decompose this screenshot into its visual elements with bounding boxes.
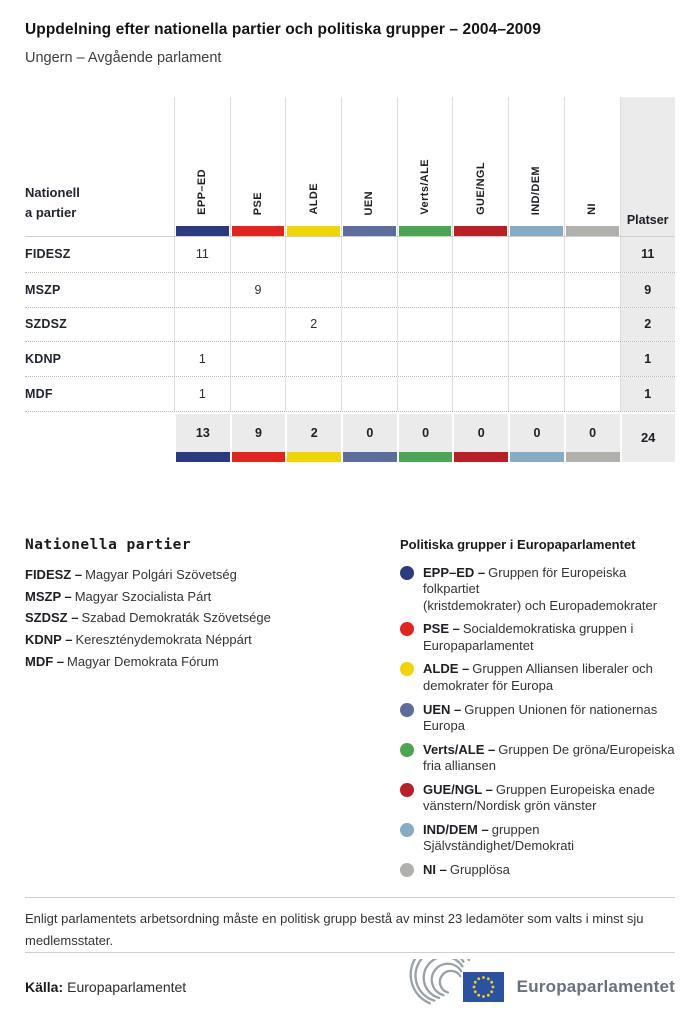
group-description: UEN – Gruppen Unionen för nationernas Europa bbox=[423, 701, 658, 733]
group-key: UEN – bbox=[423, 701, 462, 717]
table-row-fidesz bbox=[25, 237, 675, 272]
table-row-szdsz bbox=[25, 307, 675, 342]
party-key: SZDSZ – bbox=[25, 610, 79, 626]
group-key: PSE – bbox=[423, 621, 460, 637]
total-empty-cell bbox=[25, 414, 174, 462]
total-cell-verts-ale bbox=[397, 414, 453, 462]
cell-value bbox=[230, 308, 286, 342]
cell-value bbox=[564, 342, 620, 376]
cell-value bbox=[564, 273, 620, 307]
total-value: 0 bbox=[589, 425, 597, 440]
party-name: MSZP bbox=[25, 282, 61, 297]
column-color-bar bbox=[287, 452, 341, 462]
party-name: SZDSZ bbox=[25, 317, 67, 332]
cell-value bbox=[174, 308, 230, 342]
total-value: 9 bbox=[255, 425, 262, 440]
corner-header-line2: a partier bbox=[25, 205, 77, 220]
cell-value bbox=[230, 377, 286, 411]
page-subtitle: Ungern – Avgående parlament bbox=[25, 50, 222, 66]
cell-value bbox=[452, 308, 508, 342]
column-color-bar bbox=[510, 452, 564, 462]
column-color-bar bbox=[232, 452, 286, 462]
party-name: MDF bbox=[25, 386, 53, 401]
column-header-epp-ed bbox=[174, 97, 230, 236]
cell-value bbox=[285, 377, 341, 411]
column-color-bar bbox=[454, 452, 508, 462]
column-header-pse bbox=[230, 97, 286, 236]
group-key: ALDE – bbox=[423, 661, 470, 677]
column-header-ni bbox=[564, 97, 620, 236]
legend-item-szdsz bbox=[25, 610, 400, 626]
cell-value bbox=[341, 308, 397, 342]
seats-table bbox=[25, 97, 675, 462]
total-seats-value: 24 bbox=[620, 414, 675, 462]
source-label: Källa: bbox=[25, 979, 64, 995]
ni-color-dot bbox=[400, 863, 414, 877]
total-value: 0 bbox=[422, 425, 430, 440]
column-header-platser: Platser bbox=[620, 97, 675, 236]
column-color-bar bbox=[454, 226, 507, 236]
column-color-bar bbox=[566, 226, 619, 236]
table-row-mszp bbox=[25, 272, 675, 307]
party-key: KDNP – bbox=[25, 632, 73, 648]
cell-value bbox=[508, 308, 564, 342]
group-description: EPP–ED – Gruppen för Europeiska folkpartiet (kristdemokrater) och Europademokrater bbox=[423, 565, 658, 613]
cell-value bbox=[508, 342, 564, 376]
cell-value bbox=[341, 237, 397, 272]
epp-ed-color-dot bbox=[400, 566, 414, 580]
cell-value bbox=[508, 237, 564, 272]
verts-ale-color-dot bbox=[400, 743, 414, 757]
footer bbox=[25, 952, 675, 1021]
column-color-bar bbox=[343, 226, 396, 236]
party-key: FIDESZ – bbox=[25, 567, 83, 582]
seats-value: 1 bbox=[620, 342, 675, 376]
cell-value bbox=[285, 342, 341, 376]
cell-value bbox=[397, 377, 453, 411]
cell-value bbox=[341, 377, 397, 411]
column-label: Verts/ALE bbox=[419, 159, 432, 215]
cell-value: 9 bbox=[230, 273, 286, 307]
cell-value bbox=[230, 237, 286, 272]
cell-value bbox=[174, 273, 230, 307]
legend-item-ind-dem bbox=[400, 822, 675, 855]
cell-value bbox=[397, 273, 453, 307]
cell-value: 11 bbox=[174, 237, 230, 272]
national-parties-legend bbox=[25, 537, 400, 886]
page-title: Uppdelning efter nationella partier och politiska grupper – 2004–2009 bbox=[25, 21, 541, 38]
cell-value bbox=[508, 273, 564, 307]
legend-item-verts-ale bbox=[400, 742, 675, 775]
cell-value bbox=[397, 308, 453, 342]
group-key: NI – bbox=[423, 861, 447, 877]
legend-item-alde bbox=[400, 661, 675, 694]
column-label: UEN bbox=[363, 190, 376, 215]
column-header-uen bbox=[341, 97, 397, 236]
total-cell-epp-ed bbox=[174, 414, 230, 462]
footnote: Enligt parlamentets arbetsordning måste en politisk grupp bestå av minst 23 ledamöter som valts i minst sju medlemsstater. bbox=[25, 897, 675, 952]
group-key: IND/DEM – bbox=[423, 821, 489, 837]
alde-color-dot bbox=[400, 662, 414, 676]
cell-value: 1 bbox=[174, 342, 230, 376]
party-fullname: Szabad Demokraták Szövetsége bbox=[81, 610, 271, 626]
cell-value bbox=[341, 273, 397, 307]
total-cell-uen bbox=[341, 414, 397, 462]
cell-value bbox=[564, 377, 620, 411]
column-label: ALDE bbox=[307, 183, 320, 215]
seats-value: 9 bbox=[620, 273, 675, 307]
cell-value bbox=[452, 377, 508, 411]
seats-value: 2 bbox=[620, 308, 675, 342]
party-fullname: Kereszténydemokrata Néppárt bbox=[75, 632, 252, 648]
total-value: 2 bbox=[310, 425, 318, 440]
cell-value bbox=[341, 342, 397, 376]
uen-color-dot bbox=[400, 703, 414, 717]
european-parliament-logo bbox=[403, 959, 675, 1015]
pse-color-dot bbox=[400, 622, 414, 636]
hemicycle-flag-icon bbox=[403, 959, 509, 1015]
legend-item-kdnp bbox=[25, 632, 400, 648]
column-label: PSE bbox=[252, 191, 265, 215]
column-color-bar bbox=[176, 226, 229, 236]
cell-value: 1 bbox=[174, 377, 230, 411]
group-key: Verts/ALE – bbox=[423, 741, 496, 757]
cell-value bbox=[508, 377, 564, 411]
cell-value bbox=[285, 273, 341, 307]
logo-text: Europaparlamentet bbox=[516, 977, 675, 996]
cell-value bbox=[230, 342, 286, 376]
total-cell-ni bbox=[564, 414, 620, 462]
legend-item-ni bbox=[400, 862, 675, 878]
total-value: 13 bbox=[195, 425, 210, 440]
party-name: FIDESZ bbox=[25, 247, 71, 262]
corner-header-line1: Nationell bbox=[25, 185, 80, 200]
source-value: Europaparlamentet bbox=[67, 979, 187, 995]
cell-value bbox=[397, 237, 453, 272]
column-header-ind-dem bbox=[508, 97, 564, 236]
legend-item-fidesz bbox=[25, 567, 400, 583]
column-header-verts-ale bbox=[397, 97, 453, 236]
group-key: GUE/NGL – bbox=[423, 781, 493, 797]
column-color-bar bbox=[343, 452, 397, 462]
column-label: GUE/NGL bbox=[474, 162, 487, 215]
cell-value bbox=[452, 273, 508, 307]
political-groups-heading: Politiska grupper i Europaparlamentet bbox=[400, 537, 636, 552]
party-fullname: Magyar Demokrata Fórum bbox=[67, 653, 219, 669]
column-color-bar bbox=[566, 452, 620, 462]
cell-value bbox=[285, 237, 341, 272]
table-header-row bbox=[25, 97, 675, 237]
party-name: KDNP bbox=[25, 352, 62, 367]
party-fullname: Magyar Polgári Szövetség bbox=[85, 567, 237, 582]
table-row-mdf bbox=[25, 376, 675, 411]
column-color-bar bbox=[399, 452, 453, 462]
ind-dem-color-dot bbox=[400, 823, 414, 837]
gue-ngl-color-dot bbox=[400, 783, 414, 797]
group-key: EPP–ED – bbox=[423, 565, 486, 580]
party-key: MDF – bbox=[25, 653, 64, 669]
table-row-kdnp bbox=[25, 341, 675, 376]
column-header-gue-ngl bbox=[452, 97, 508, 236]
legend-item-epp-ed bbox=[400, 565, 675, 614]
political-groups-legend bbox=[400, 537, 675, 886]
cell-value bbox=[452, 237, 508, 272]
column-header-alde bbox=[285, 97, 341, 236]
column-color-bar bbox=[510, 226, 563, 236]
cell-value bbox=[564, 237, 620, 272]
group-description: NI – Grupplösa bbox=[423, 861, 510, 877]
national-parties-heading: Nationella partier bbox=[25, 537, 192, 553]
cell-value bbox=[452, 342, 508, 376]
cell-value: 2 bbox=[285, 308, 341, 342]
total-value: 0 bbox=[533, 425, 541, 440]
legends-section bbox=[25, 537, 675, 886]
total-cell-alde bbox=[285, 414, 341, 462]
column-color-bar bbox=[232, 226, 285, 236]
column-color-bar bbox=[287, 226, 340, 236]
cell-value bbox=[397, 342, 453, 376]
legend-item-pse bbox=[400, 621, 675, 654]
group-description: IND/DEM – gruppen Självständighet/Demokrati bbox=[423, 821, 575, 854]
group-description: Verts/ALE – Gruppen De gröna/Europeiska fria alliansen bbox=[423, 741, 675, 773]
seats-value: 1 bbox=[620, 377, 675, 411]
corner-header bbox=[25, 97, 174, 236]
total-cell-pse bbox=[230, 414, 286, 462]
table-total-block bbox=[25, 411, 675, 462]
total-value: 0 bbox=[366, 425, 374, 440]
legend-item-gue-ngl bbox=[400, 782, 675, 815]
group-description: GUE/NGL – Gruppen Europeiska enade vänstern/Nordisk grön vänster bbox=[423, 781, 655, 814]
column-color-bar bbox=[176, 452, 230, 462]
legend-item-uen bbox=[400, 702, 675, 735]
seats-value: 11 bbox=[620, 237, 675, 272]
party-key: MSZP – bbox=[25, 588, 72, 604]
source-line bbox=[25, 979, 186, 995]
party-fullname: Magyar Szocialista Párt bbox=[74, 588, 212, 604]
legend-item-mszp bbox=[25, 589, 400, 605]
group-description: ALDE – Gruppen Alliansen liberaler och demokrater för Europa bbox=[423, 661, 653, 693]
table-total-row bbox=[25, 414, 675, 462]
total-cell-ind-dem bbox=[508, 414, 564, 462]
total-cell-gue-ngl bbox=[452, 414, 508, 462]
column-label: NI bbox=[586, 203, 599, 215]
group-description: PSE – Socialdemokratiska gruppen i Europaparlamentet bbox=[423, 621, 634, 653]
legend-item-mdf bbox=[25, 654, 400, 670]
total-value: 0 bbox=[477, 425, 485, 440]
column-label: IND/DEM bbox=[530, 165, 543, 215]
column-label: EPP–ED bbox=[196, 169, 209, 215]
column-color-bar bbox=[399, 226, 452, 236]
cell-value bbox=[564, 308, 620, 342]
